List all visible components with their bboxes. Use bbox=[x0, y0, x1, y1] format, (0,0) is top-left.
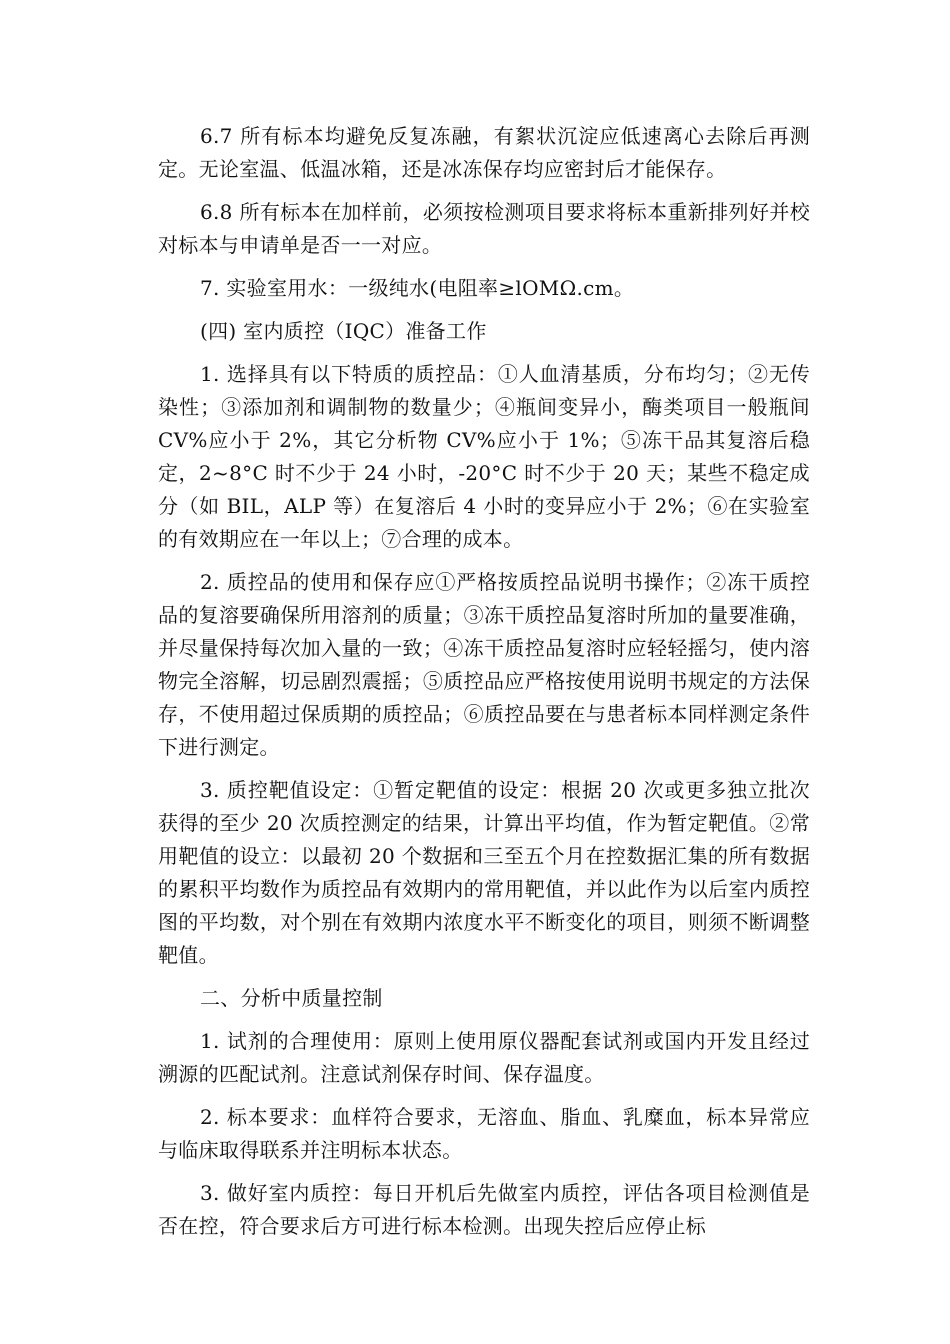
paragraph-qc-selection: 1. 选择具有以下特质的质控品：①人血清基质，分布均匀；②无传染性；③添加剂和调制物的数量少；④瓶间变异小，酶类项目一般瓶间 CV%应小于 2%，其它分析物 CV%应小于 1%；⑤冻干品其复溶后稳定，2~8°C 时不少于 24 小时，-20°C 时不少于 20 天；某些不稳定成分（如 BIL，ALP 等）在复溶后 4 小时的变异应小于 2%；⑥在实验室的有效期应在一年以上；⑦合理的成本。 bbox=[158, 362, 810, 551]
paragraph-6-8: 6.8 所有标本在加样前，必须按检测项目要求将标本重新排列好并校对标本与申请单是否一一对应。 bbox=[158, 200, 810, 257]
paragraph-qc-usage: 2. 质控品的使用和保存应①严格按质控品说明书操作；②冻干质控品的复溶要确保所用溶剂的质量；③冻干质控品复溶时所加的量要准确，并尽量保持每次加入量的一致；④冻干质控品复溶时应轻轻摇匀，使内溶物完全溶解，切忌剧烈震摇；⑤质控品应严格按使用说明书规定的方法保存，不使用超过保质期的质控品；⑥质控品要在与患者标本同样测定条件下进行测定。 bbox=[158, 570, 810, 759]
paragraph-lab-water: 7. 实验室用水：一级纯水(电阻率≥lOMΩ.cm。 bbox=[200, 276, 635, 300]
paragraph-reagent: 1. 试剂的合理使用：原则上使用原仪器配套试剂或国内开发且经过溯源的匹配试剂。注意试剂保存时间、保存温度。 bbox=[158, 1029, 810, 1086]
section-heading-iqc: (四) 室内质控（IQC）准备工作 bbox=[200, 319, 487, 343]
document-page bbox=[158, 120, 810, 1253]
section-heading-analysis: 二、分析中质量控制 bbox=[200, 986, 383, 1010]
paragraph-qc-target: 3. 质控靶值设定：①暂定靶值的设定：根据 20 次或更多独立批次获得的至少 20 次质控测定的结果，计算出平均值，作为暂定靶值。②常用靶值的设立：以最初 20 个数据和三至五个月在控数据汇集的所有数据的累积平均数作为质控品有效期内的常用靶值，并以此作为以后室内质控图的平均数，对个别在有效期内浓度水平不断变化的项目，则须不断调整靶值。 bbox=[158, 778, 810, 967]
paragraph-specimen: 2. 标本要求：血样符合要求，无溶血、脂血、乳糜血，标本异常应与临床取得联系并注明标本状态。 bbox=[158, 1105, 810, 1162]
paragraph-6-7: 6.7 所有标本均避免反复冻融，有絮状沉淀应低速离心去除后再测定。无论室温、低温冰箱，还是冰冻保存均应密封后才能保存。 bbox=[158, 124, 810, 181]
paragraph-internal-qc: 3. 做好室内质控：每日开机后先做室内质控，评估各项目检测值是否在控，符合要求后方可进行标本检测。出现失控后应停止标 bbox=[158, 1181, 810, 1238]
